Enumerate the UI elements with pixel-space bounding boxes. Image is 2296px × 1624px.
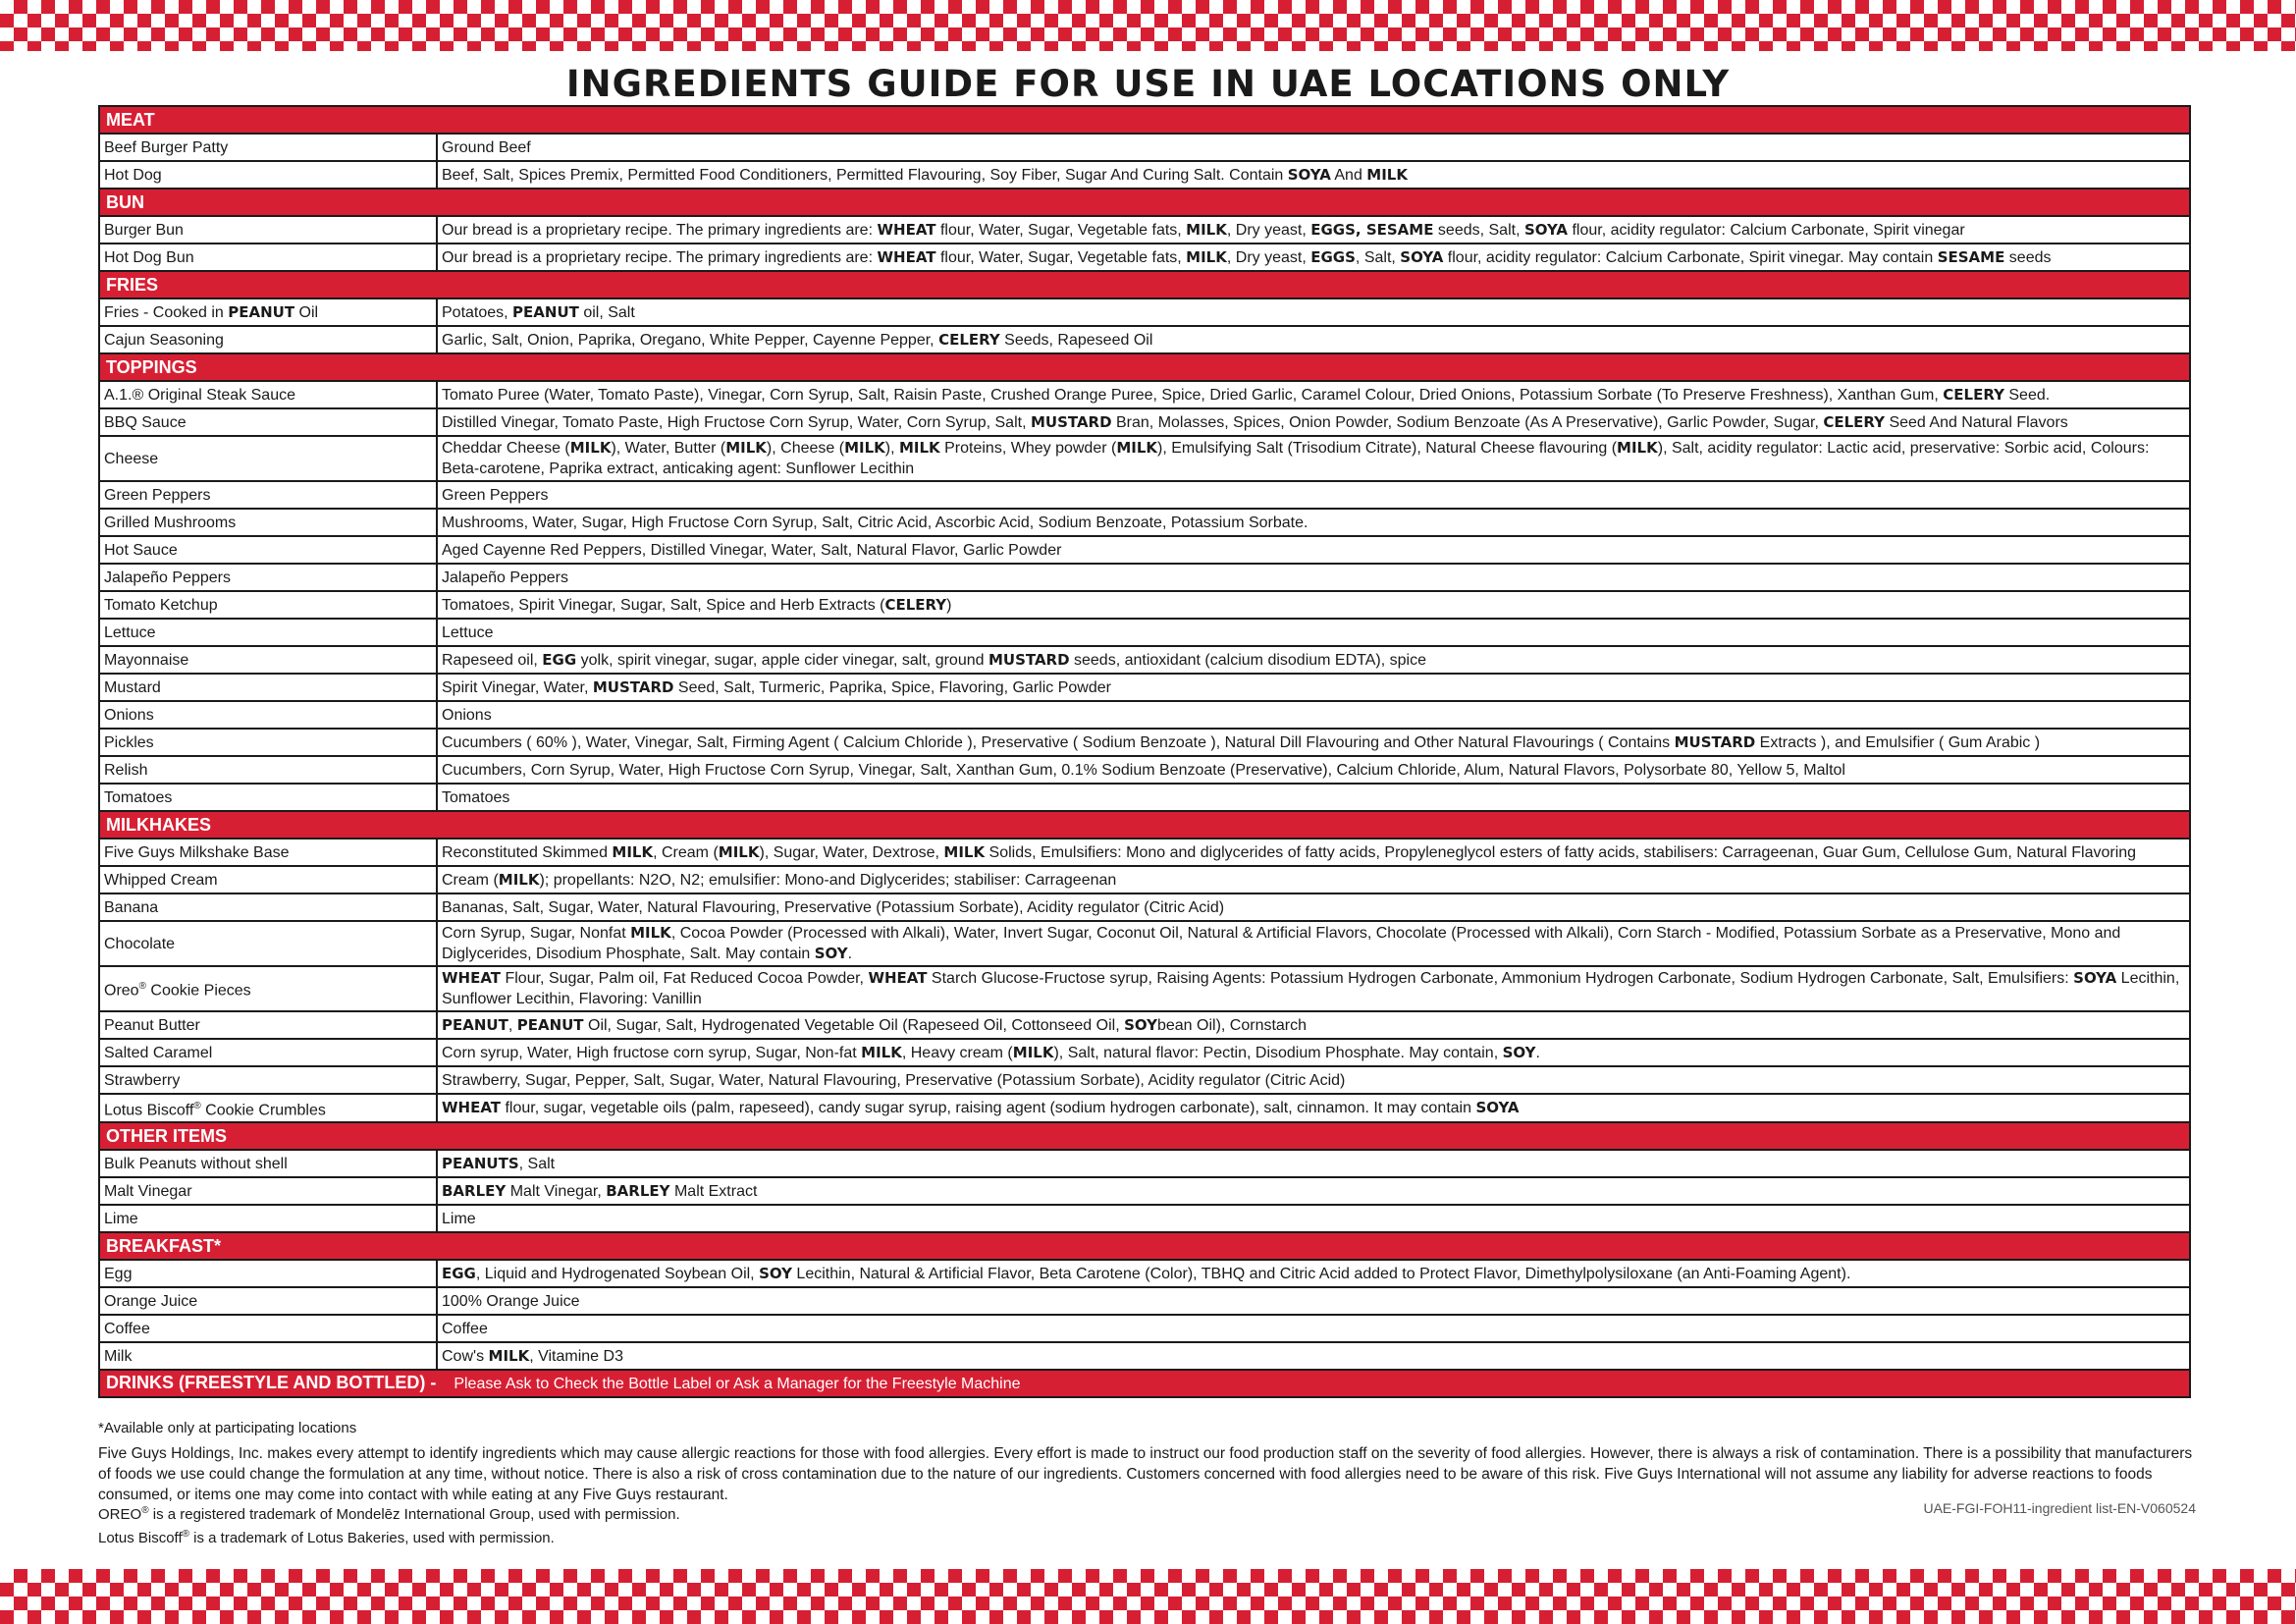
table-row xyxy=(99,756,2190,784)
section-title xyxy=(99,811,2190,839)
item-name: Hot Sauce xyxy=(99,536,437,564)
item-ingredients: Reconstituted Skimmed MILK, Cream (MILK), Sugar, Water, Dextrose, MILK Solids, Emulsifiers: Mono and diglycerides of fatty acids, Propyleneglycol esters of fatty acids, stabilisers: Carrageenan, Guar Gum, Cellulose Gum, Natural Flavoring xyxy=(437,839,2190,866)
allergen-highlight: PEANUT xyxy=(442,1015,508,1034)
item-name: Burger Bun xyxy=(99,216,437,244)
allergen-highlight: MILK xyxy=(844,439,885,457)
section-title xyxy=(99,271,2190,298)
item-name: Green Peppers xyxy=(99,481,437,509)
item-ingredients: PEANUTS, Salt xyxy=(437,1150,2190,1177)
allergen-highlight: WHEAT xyxy=(868,969,928,987)
item-ingredients: Onions xyxy=(437,701,2190,729)
table-row xyxy=(99,1287,2190,1315)
section-name: MILKHAKES xyxy=(106,814,211,835)
allergen-highlight: BARLEY xyxy=(606,1181,670,1200)
allergen-highlight: MILK xyxy=(861,1043,902,1061)
allergen-highlight: MILK xyxy=(1012,1043,1054,1061)
table-row xyxy=(99,674,2190,701)
item-ingredients: EGG, Liquid and Hydrogenated Soybean Oil, SOY Lecithin, Natural & Artificial Flavor, Beta Carotene (Color), TBHQ and Citric Acid added to Protect Flavor, Dimethylpolysiloxane (an Anti-Foaming Agent). xyxy=(437,1260,2190,1287)
section-title xyxy=(99,1370,2190,1397)
table-row xyxy=(99,161,2190,189)
allergen-highlight: MILK xyxy=(1116,439,1158,457)
item-ingredients: Cow's MILK, Vitamine D3 xyxy=(437,1342,2190,1370)
item-ingredients: Cucumbers ( 60% ), Water, Vinegar, Salt, Firming Agent ( Calcium Chloride ), Preservative ( Sodium Benzoate ), Natural Dill Flavouring and Other Natural Flavourings ( Contains MUSTARD Extracts ), and Emulsifier ( Gum Arabic ) xyxy=(437,729,2190,756)
item-ingredients: Tomatoes, Spirit Vinegar, Sugar, Salt, Spice and Herb Extracts (CELERY) xyxy=(437,591,2190,619)
item-ingredients: Ground Beef xyxy=(437,134,2190,161)
section-name: MEAT xyxy=(106,109,155,130)
allergen-highlight: MUSTARD xyxy=(592,677,674,696)
allergen-highlight: MILK xyxy=(612,842,654,861)
table-row xyxy=(99,784,2190,811)
item-ingredients: Tomatoes xyxy=(437,784,2190,811)
item-name: Chocolate xyxy=(99,921,437,966)
oreo-trademark-note xyxy=(98,1505,680,1523)
lotus-trademark-note xyxy=(98,1529,555,1546)
item-ingredients: Cucumbers, Corn Syrup, Water, High Fructose Corn Syrup, Vinegar, Salt, Xanthan Gum, 0.1% Sodium Benzoate (Preservative), Calcium Chloride, Alum, Natural Flavors, Polysorbate 80, Yellow 5, Maltol xyxy=(437,756,2190,784)
table-row xyxy=(99,893,2190,921)
item-name: Malt Vinegar xyxy=(99,1177,437,1205)
allergen-highlight: MILK xyxy=(1186,247,1227,266)
item-name: Onions xyxy=(99,701,437,729)
allergen-highlight: CELERY xyxy=(938,330,1000,349)
item-ingredients: Corn Syrup, Sugar, Nonfat MILK, Cocoa Powder (Processed with Alkali), Water, Invert Sugar, Coconut Oil, Natural & Artificial Flavors, Chocolate (Processed with Alkali), Corn Starch - Modified, Potassium Sorbate as a Preservative, Mono and Diglycerides, Disodium Phosphate, Salt. May contain SOY. xyxy=(437,921,2190,966)
section-header xyxy=(99,271,2190,298)
item-name: Banana xyxy=(99,893,437,921)
item-ingredients: Tomato Puree (Water, Tomato Paste), Vinegar, Corn Syrup, Salt, Raisin Paste, Crushed Orange Puree, Spice, Dried Garlic, Caramel Colour, Dried Onions, Potassium Sorbate (To Preserve Freshness), Xanthan Gum, CELERY Seed. xyxy=(437,381,2190,408)
allergen-highlight: MILK xyxy=(498,870,540,889)
allergen-highlight: SOYA xyxy=(1523,220,1569,239)
item-name: Cajun Seasoning xyxy=(99,326,437,353)
item-name: Beef Burger Patty xyxy=(99,134,437,161)
allergen-highlight: MILK xyxy=(718,842,760,861)
allergen-highlight: SOYA xyxy=(2073,969,2117,987)
table-row xyxy=(99,1011,2190,1039)
table-row xyxy=(99,1342,2190,1370)
item-ingredients: Cream (MILK); propellants: N2O, N2; emulsifier: Mono-and Diglycerides; stabiliser: Carrageenan xyxy=(437,866,2190,893)
item-name: Tomato Ketchup xyxy=(99,591,437,619)
section-name: BREAKFAST* xyxy=(106,1235,222,1256)
item-ingredients: Rapeseed oil, EGG yolk, spirit vinegar, sugar, apple cider vinegar, salt, ground MUSTARD seeds, antioxidant (calcium disodium EDTA), spice xyxy=(437,646,2190,674)
table-row xyxy=(99,646,2190,674)
item-name: Mayonnaise xyxy=(99,646,437,674)
allergen-highlight: SESAME xyxy=(1937,247,2005,266)
item-ingredients: Green Peppers xyxy=(437,481,2190,509)
item-ingredients: 100% Orange Juice xyxy=(437,1287,2190,1315)
table-row xyxy=(99,216,2190,244)
table-row xyxy=(99,509,2190,536)
allergen-highlight: MUSTARD xyxy=(1674,732,1756,751)
table-row xyxy=(99,1066,2190,1094)
section-header xyxy=(99,811,2190,839)
section-title xyxy=(99,1122,2190,1150)
item-name: Five Guys Milkshake Base xyxy=(99,839,437,866)
item-ingredients: Lettuce xyxy=(437,619,2190,646)
item-name: Egg xyxy=(99,1260,437,1287)
item-name: Pickles xyxy=(99,729,437,756)
table-row xyxy=(99,1150,2190,1177)
section-name: BUN xyxy=(106,191,144,212)
item-ingredients: Beef, Salt, Spices Premix, Permitted Food Conditioners, Permitted Flavouring, Soy Fiber, Sugar And Curing Salt. Contain SOYA And MILK xyxy=(437,161,2190,189)
item-name: Coffee xyxy=(99,1315,437,1342)
table-row xyxy=(99,326,2190,353)
allergen-highlight: WHEAT xyxy=(442,969,502,987)
section-header xyxy=(99,189,2190,216)
item-name: Relish xyxy=(99,756,437,784)
table-row xyxy=(99,701,2190,729)
allergen-highlight: MUSTARD xyxy=(988,650,1070,669)
allergen-highlight: SOYA xyxy=(1400,247,1444,266)
allergen-highlight: CELERY xyxy=(1823,412,1886,431)
allergen-highlight: SOYA xyxy=(1287,165,1331,184)
item-name: Cheese xyxy=(99,436,437,481)
item-ingredients: Garlic, Salt, Onion, Paprika, Oregano, White Pepper, Cayenne Pepper, CELERY Seeds, Rapeseed Oil xyxy=(437,326,2190,353)
item-name: A.1.® Original Steak Sauce xyxy=(99,381,437,408)
table-row xyxy=(99,381,2190,408)
table-row xyxy=(99,244,2190,271)
ingredients-table xyxy=(98,105,2191,1398)
oreo-name: OREO xyxy=(98,1506,142,1523)
allergen-highlight: PEANUT xyxy=(512,302,579,321)
table-row xyxy=(99,591,2190,619)
allergen-highlight: MILK xyxy=(1617,439,1658,457)
table-row xyxy=(99,839,2190,866)
table-row xyxy=(99,1315,2190,1342)
item-ingredients: Mushrooms, Water, Sugar, High Fructose Corn Syrup, Salt, Citric Acid, Ascorbic Acid, Sodium Benzoate, Potassium Sorbate. xyxy=(437,509,2190,536)
table-row xyxy=(99,966,2190,1011)
allergen-highlight: MUSTARD xyxy=(1030,412,1112,431)
table-row xyxy=(99,1094,2190,1122)
item-name: Grilled Mushrooms xyxy=(99,509,437,536)
section-title xyxy=(99,189,2190,216)
page-title: INGREDIENTS GUIDE FOR USE IN UAE LOCATIONS ONLY xyxy=(565,63,1731,105)
allergen-highlight: MILK xyxy=(725,439,767,457)
section-name: DRINKS (FREESTYLE AND BOTTLED) - xyxy=(106,1373,437,1393)
item-name: Lettuce xyxy=(99,619,437,646)
section-title xyxy=(99,106,2190,134)
item-name: Lotus Biscoff® Cookie Crumbles xyxy=(99,1094,437,1122)
table-row xyxy=(99,1039,2190,1066)
item-ingredients: BARLEY Malt Vinegar, BARLEY Malt Extract xyxy=(437,1177,2190,1205)
item-ingredients: Our bread is a proprietary recipe. The primary ingredients are: WHEAT flour, Water, Sugar, Vegetable fats, MILK, Dry yeast, EGGS, Salt, SOYA flour, acidity regulator: Calcium Carbonate, Spirit vinegar. May contain SESAME seeds xyxy=(437,244,2190,271)
allergen-highlight: WHEAT xyxy=(877,247,936,266)
allergen-highlight: PEANUT xyxy=(516,1015,584,1034)
section-header xyxy=(99,1370,2190,1397)
allergen-highlight: SOY xyxy=(759,1264,792,1282)
checkered-border-bottom xyxy=(0,1569,2296,1624)
allergen-highlight: MILK xyxy=(1186,220,1227,239)
lotus-trademark-text: is a trademark of Lotus Bakeries, used with permission. xyxy=(188,1530,555,1546)
item-name: BBQ Sauce xyxy=(99,408,437,436)
section-name: FRIES xyxy=(106,274,159,295)
item-name: Jalapeño Peppers xyxy=(99,564,437,591)
table-row xyxy=(99,921,2190,966)
table-row xyxy=(99,866,2190,893)
section-name: TOPPINGS xyxy=(106,356,197,377)
section-title xyxy=(99,1232,2190,1260)
section-header xyxy=(99,353,2190,381)
item-ingredients: Jalapeño Peppers xyxy=(437,564,2190,591)
item-ingredients: WHEAT flour, sugar, vegetable oils (palm, rapeseed), candy sugar syrup, raising agent (sodium hydrogen carbonate), salt, cinnamon. It may contain SOYA xyxy=(437,1094,2190,1122)
section-header xyxy=(99,106,2190,134)
allergen-highlight: MILK xyxy=(488,1346,530,1365)
allergen-highlight: SOY xyxy=(814,945,848,962)
section-name: OTHER ITEMS xyxy=(106,1125,228,1146)
availability-footnote: *Available only at participating locations xyxy=(98,1420,357,1436)
item-ingredients: Aged Cayenne Red Peppers, Distilled Vinegar, Water, Salt, Natural Flavor, Garlic Powder xyxy=(437,536,2190,564)
allergen-highlight: CELERY xyxy=(884,595,947,614)
allergen-highlight: WHEAT xyxy=(442,1099,502,1117)
allergen-highlight: BARLEY xyxy=(442,1181,507,1200)
table-row xyxy=(99,298,2190,326)
item-name: Tomatoes xyxy=(99,784,437,811)
item-ingredients: Bananas, Salt, Sugar, Water, Natural Flavouring, Preservative (Potassium Sorbate), Acidity regulator (Citric Acid) xyxy=(437,893,2190,921)
table-row xyxy=(99,1177,2190,1205)
item-name: Bulk Peanuts without shell xyxy=(99,1150,437,1177)
item-ingredients: Cheddar Cheese (MILK), Water, Butter (MILK), Cheese (MILK), MILK Proteins, Whey powder (MILK), Emulsifying Salt (Trisodium Citrate), Natural Cheese flavouring (MILK), Salt, acidity regulator: Lactic acid, preservative: Sorbic acid, Colours: Beta-carotene, Paprika extract, anticaking agent: Sunflower Lecithin xyxy=(437,436,2190,481)
checkered-border-top xyxy=(0,0,2296,51)
table-row xyxy=(99,564,2190,591)
item-name: Milk xyxy=(99,1342,437,1370)
allergen-highlight: PEANUT xyxy=(228,302,295,321)
table-row xyxy=(99,536,2190,564)
allergen-highlight: MILK xyxy=(898,439,940,457)
allergen-highlight: EGG xyxy=(542,650,577,669)
item-ingredients: Corn syrup, Water, High fructose corn syrup, Sugar, Non-fat MILK, Heavy cream (MILK), Salt, natural flavor: Pectin, Disodium Phosphate. May contain, SOY. xyxy=(437,1039,2190,1066)
table-row xyxy=(99,1260,2190,1287)
item-name: Lime xyxy=(99,1205,437,1232)
allergen-highlight: SOY xyxy=(1502,1043,1536,1061)
item-ingredients: Potatoes, PEANUT oil, Salt xyxy=(437,298,2190,326)
item-name: Oreo® Cookie Pieces xyxy=(99,966,437,1011)
section-header xyxy=(99,1232,2190,1260)
allergen-highlight: PEANUTS xyxy=(442,1154,519,1172)
allergen-highlight: CELERY xyxy=(1943,385,2004,404)
table-row xyxy=(99,481,2190,509)
oreo-trademark-text: is a registered trademark of Mondelēz International Group, used with permission. xyxy=(148,1506,680,1523)
allergy-disclaimer: Five Guys Holdings, Inc. makes every attempt to identify ingredients which may cause allergic reactions for those with food allergies. Every effort is made to instruct our food production staff on the severity of food allergies. However, there is always a risk of contamination. There is a possibility that manufacturers of foods we use could change the formulation at any time, without notice. There is also a risk of cross contamination due to the nature of our ingredients. Customers concerned with food allergies need to be aware of this risk. Five Guys International will not assume any liability for adverse reactions to foods consumed, or items one may come into contact with while eating at any Five Guys restaurant. xyxy=(98,1445,2193,1503)
item-ingredients: Strawberry, Sugar, Pepper, Salt, Sugar, Water, Natural Flavouring, Preservative (Potassium Sorbate), Acidity regulator (Citric Acid) xyxy=(437,1066,2190,1094)
allergen-highlight: MILK xyxy=(943,842,986,861)
table-row xyxy=(99,436,2190,481)
allergen-highlight: MILK xyxy=(630,924,671,942)
allergen-highlight: MILK xyxy=(569,439,612,457)
item-name: Strawberry xyxy=(99,1066,437,1094)
lotus-registered-mark: ® xyxy=(182,1529,189,1540)
item-name: Salted Caramel xyxy=(99,1039,437,1066)
allergen-highlight: SOYA xyxy=(1475,1099,1520,1117)
item-name: Fries - Cooked in PEANUT Oil xyxy=(99,298,437,326)
document-id: UAE-FGI-FOH11-ingredient list-EN-V060524 xyxy=(1923,1500,2196,1516)
item-ingredients: Lime xyxy=(437,1205,2190,1232)
section-header xyxy=(99,1122,2190,1150)
table-row xyxy=(99,1205,2190,1232)
allergen-highlight: SOY xyxy=(1124,1015,1157,1034)
allergen-highlight: MILK xyxy=(1366,165,1408,184)
table-row xyxy=(99,134,2190,161)
section-title xyxy=(99,353,2190,381)
table-row xyxy=(99,619,2190,646)
item-name: Orange Juice xyxy=(99,1287,437,1315)
item-ingredients: Distilled Vinegar, Tomato Paste, High Fructose Corn Syrup, Water, Corn Syrup, Salt, MUSTARD Bran, Molasses, Spices, Onion Powder, Sodium Benzoate (As A Preservative), Garlic Powder, Sugar, CELERY Seed And Natural Flavors xyxy=(437,408,2190,436)
item-ingredients: PEANUT, PEANUT Oil, Sugar, Salt, Hydrogenated Vegetable Oil (Rapeseed Oil, Cottonseed Oil, SOYbean Oil), Cornstarch xyxy=(437,1011,2190,1039)
item-name: Mustard xyxy=(99,674,437,701)
table-row xyxy=(99,729,2190,756)
oreo-registered-mark: ® xyxy=(141,1505,149,1516)
allergen-highlight: WHEAT xyxy=(877,220,936,239)
allergen-highlight: EGGS, SESAME xyxy=(1310,220,1434,239)
item-name: Hot Dog Bun xyxy=(99,244,437,271)
lotus-name: Lotus Biscoff xyxy=(98,1530,183,1546)
allergen-highlight: EGG xyxy=(442,1264,476,1282)
allergen-highlight: EGGS xyxy=(1310,247,1356,266)
item-ingredients: WHEAT Flour, Sugar, Palm oil, Fat Reduced Cocoa Powder, WHEAT Starch Glucose-Fructose syrup, Raising Agents: Potassium Hydrogen Carbonate, Ammonium Hydrogen Carbonate, Sodium Hydrogen Carbonate, Salt, Emulsifiers: SOYA Lecithin, Sunflower Lecithin, Flavoring: Vanillin xyxy=(437,966,2190,1011)
table-row xyxy=(99,408,2190,436)
section-note: Please Ask to Check the Bottle Label or Ask a Manager for the Freestyle Machine xyxy=(454,1376,1021,1393)
item-name: Hot Dog xyxy=(99,161,437,189)
item-name: Whipped Cream xyxy=(99,866,437,893)
item-ingredients: Our bread is a proprietary recipe. The primary ingredients are: WHEAT flour, Water, Sugar, Vegetable fats, MILK, Dry yeast, EGGS, SESAME seeds, Salt, SOYA flour, acidity regulator: Calcium Carbonate, Spirit vinegar xyxy=(437,216,2190,244)
item-name: Peanut Butter xyxy=(99,1011,437,1039)
item-ingredients: Spirit Vinegar, Water, MUSTARD Seed, Salt, Turmeric, Paprika, Spice, Flavoring, Garlic Powder xyxy=(437,674,2190,701)
item-ingredients: Coffee xyxy=(437,1315,2190,1342)
